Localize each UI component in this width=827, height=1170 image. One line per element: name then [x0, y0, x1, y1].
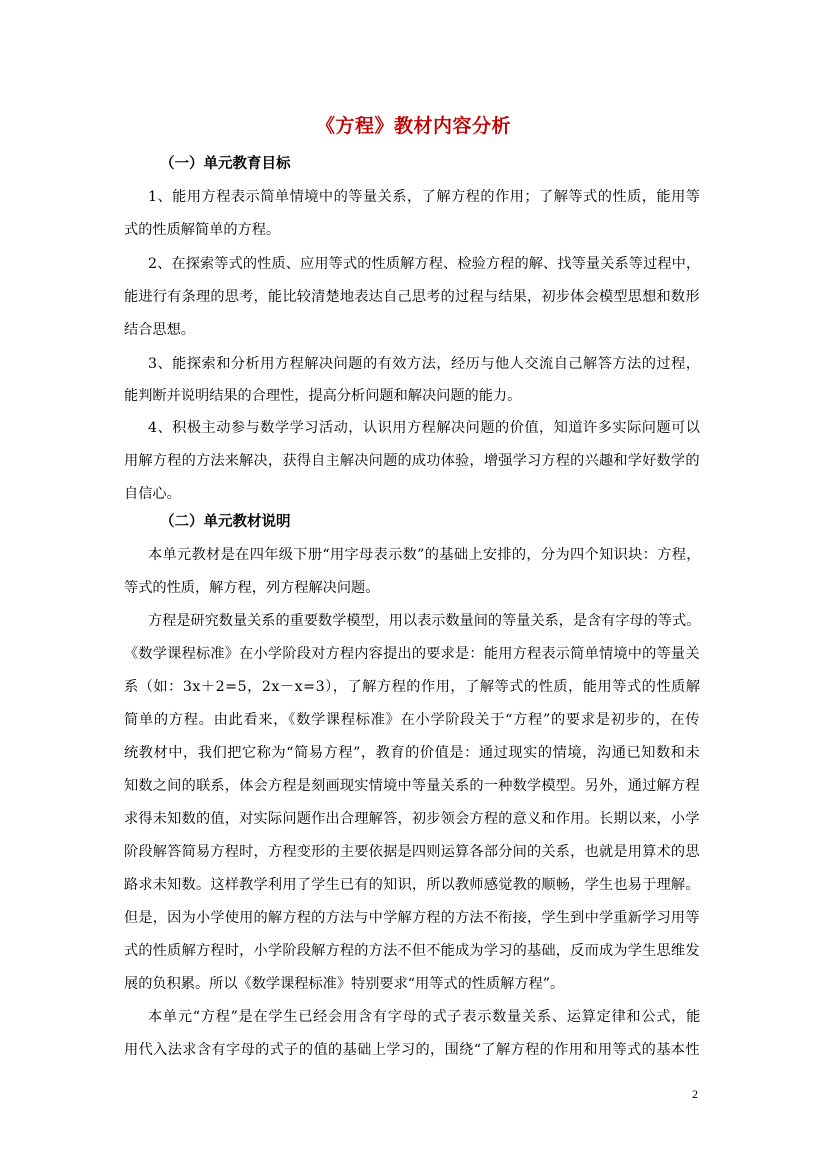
goals-line: 结合思想。 — [124, 322, 195, 338]
goals-line: 能判断并说明结果的合理性，提高分析问题和解决问题的能力。 — [124, 388, 522, 404]
goals-line: 2、在探索等式的性质、应用等式的性质解方程、检验方程的解、找等量关系等过程中， — [148, 256, 701, 272]
goals-line: 用解方程的方法来解决，获得自主解决问题的成功体验，增强学习方程的兴趣和学好数学的 — [124, 453, 700, 469]
explanation-line: 系（如：3x＋2=5，2x－x=3），了解方程的作用，了解等式的性质，能用等式的性质解 — [124, 679, 701, 695]
section-heading-explanation: （二）单元教材说明 — [160, 513, 291, 530]
goals-line: 自信心。 — [124, 486, 181, 502]
explanation-line: 式的性质解方程时，小学阶段解方程的方法不但不能成为学习的基础，反而成为学生思维发 — [124, 943, 700, 959]
explanation-line: 但是，因为小学使用的解方程的方法与中学解方程的方法不衔接，学生到中学重新学习用等 — [124, 910, 700, 926]
document-title: 《方程》教材内容分析 — [315, 115, 511, 137]
goals-line: 式的性质解简单的方程。 — [124, 222, 281, 238]
explanation-line: 用代入法求含有字母的式子的值的基础上学习的，围绕“了解方程的作用和用等式的基本性 — [124, 1042, 700, 1058]
explanation-line: 简单的方程。由此看来，《数学课程标准》在小学阶段关于“方程”的要求是初步的，在传 — [124, 712, 701, 728]
goals-line: 能进行有条理的思考，能比较清楚地表达自己思考的过程与结果，初步体会模型思想和数形 — [124, 289, 700, 305]
explanation-line: 等式的性质，解方程，列方程解决问题。 — [124, 580, 380, 596]
explanation-line: 方程是研究数量关系的重要数学模型，用以表示数量间的等量关系，是含有字母的等式。 — [148, 613, 701, 629]
section-heading-goals: （一）单元教育目标 — [160, 155, 291, 172]
explanation-line: 《数学课程标准》在小学阶段对方程内容提出的要求是：能用方程表示简单情境中的等量关 — [124, 646, 700, 662]
explanation-line: 求得未知数的值，对实际问题作出合理解答，初步领会方程的意义和作用。长期以来，小学 — [124, 811, 700, 827]
explanation-line: 本单元教材是在四年级下册“用字母表示数”的基础上安排的，分为四个知识块：方程， — [148, 547, 701, 563]
goals-line: 4、积极主动参与数学学习活动，认识用方程解决问题的价值，知道许多实际问题可以 — [148, 420, 701, 436]
explanation-line: 展的负积累。所以《数学课程标准》特别要求“用等式的性质解方程”。 — [124, 976, 565, 992]
explanation-line: 统教材中，我们把它称为“简易方程”，教育的价值是：通过现实的情境，沟通已知数和未 — [124, 745, 701, 761]
explanation-line: 阶段解答简易方程时，方程变形的主要依据是四则运算各部分间的关系，也就是用算术的思 — [124, 844, 700, 860]
explanation-line: 路求未知数。这样教学利用了学生已有的知识，所以教师感觉教的顺畅，学生也易于理解。 — [124, 877, 700, 893]
explanation-line: 知数之间的联系，体会方程是刻画现实情境中等量关系的一种数学模型。另外，通过解方程 — [124, 778, 700, 794]
explanation-line: 本单元“方程”是在学生已经会用含有字母的式子表示数量关系、运算定律和公式，能 — [148, 1009, 701, 1025]
goals-line: 1、能用方程表示简单情境中的等量关系，了解方程的作用；了解等式的性质，能用等 — [148, 189, 701, 205]
goals-line: 3、能探索和分析用方程解决问题的有效方法，经历与他人交流自己解答方法的过程， — [148, 356, 701, 372]
page-number: 2 — [692, 1087, 698, 1101]
